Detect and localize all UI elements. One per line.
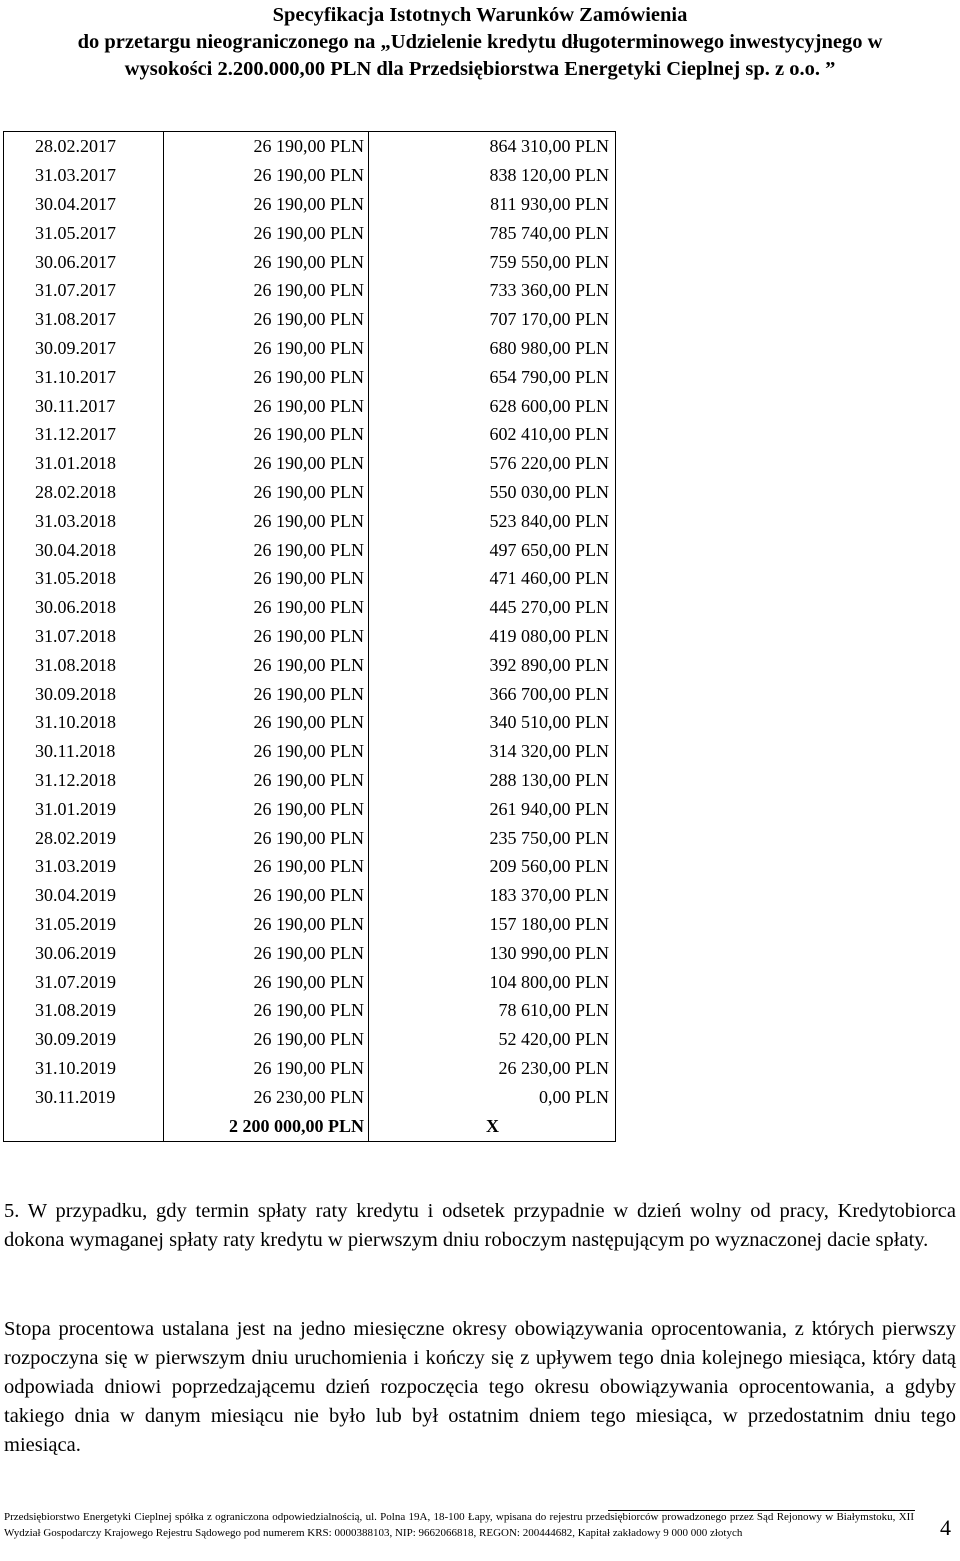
payment-date-cell [4,305,164,334]
remaining-balance-cell: 157 180,00 PLN [369,910,616,939]
table-row [4,967,616,996]
installment-amount-cell: 26 190,00 PLN [164,506,369,535]
payment-date-text: 31.01.2019 [35,798,116,819]
payment-date-text: 31.07.2019 [35,971,116,992]
remaining-balance-cell: 785 740,00 PLN [369,218,616,247]
table-row [4,823,616,852]
installment-amount-cell: 26 190,00 PLN [164,766,369,795]
table-row [4,1082,616,1111]
payment-date-cell [4,622,164,651]
remaining-balance-cell: 654 790,00 PLN [369,362,616,391]
footer-text: Przedsiębiorstwo Energetyki Cieplnej spółka z ograniczona odpowiedzialnością, ul. Polna 19A, 18-100 Łapy, wpisana do rejestru przedsiębiorców prowadzonego przez Sąd Rejonowy w Białymstoku, XII Wydział Gospodarczy Krajowego Rejestru Sądowego pod numerem KRS: 0000388103, NIP: 9662066818, REGON: 200444682, Kapitał zakładowy 9 000 000 złotych [4,1511,914,1539]
remaining-balance-cell: 471 460,00 PLN [369,564,616,593]
payment-date-text: 30.06.2018 [35,597,116,618]
payment-date-cell [4,132,164,161]
payment-date-text: 31.07.2017 [35,280,116,301]
table-row [4,334,616,363]
installment-amount-cell: 26 190,00 PLN [164,218,369,247]
installment-amount-cell: 26 190,00 PLN [164,852,369,881]
table-row [4,679,616,708]
payment-date-cell [4,737,164,766]
table-row [4,910,616,939]
installment-amount-cell: 26 190,00 PLN [164,679,369,708]
payment-date-cell [4,996,164,1025]
payment-date-cell [4,535,164,564]
remaining-balance-cell: 602 410,00 PLN [369,420,616,449]
payment-date-cell [4,708,164,737]
installment-amount-cell: 26 230,00 PLN [164,1082,369,1111]
remaining-balance-cell: 576 220,00 PLN [369,449,616,478]
installment-amount-cell: 26 190,00 PLN [164,564,369,593]
payment-date-cell [4,593,164,622]
remaining-balance-cell: 707 170,00 PLN [369,305,616,334]
table-row [4,247,616,276]
installment-amount-cell: 26 190,00 PLN [164,391,369,420]
payment-date-text: 31.03.2018 [35,510,116,531]
remaining-balance-cell: 314 320,00 PLN [369,737,616,766]
payment-date-cell [4,391,164,420]
payment-date-cell [4,766,164,795]
installment-amount-cell: 26 190,00 PLN [164,161,369,190]
installment-amount-cell: 26 190,00 PLN [164,190,369,219]
table-row [4,852,616,881]
table-row [4,881,616,910]
table-row [4,737,616,766]
installment-amount-cell: 26 190,00 PLN [164,938,369,967]
installment-amount-cell: 26 190,00 PLN [164,362,369,391]
table-row [4,535,616,564]
remaining-balance-cell: 340 510,00 PLN [369,708,616,737]
remaining-balance-cell: 130 990,00 PLN [369,938,616,967]
remaining-balance-cell: 392 890,00 PLN [369,650,616,679]
payment-date-text: 28.02.2018 [35,481,116,502]
payment-date-cell [4,679,164,708]
installment-amount-cell: 26 190,00 PLN [164,478,369,507]
remaining-balance-cell: 261 940,00 PLN [369,794,616,823]
installment-amount-cell: 26 190,00 PLN [164,881,369,910]
remaining-balance-cell: 680 980,00 PLN [369,334,616,363]
document-header [0,2,960,83]
table-row [4,938,616,967]
table-row [4,190,616,219]
payment-date-text: 28.02.2019 [35,827,116,848]
payment-date-text: 30.06.2017 [35,251,116,272]
installment-amount-cell: 26 190,00 PLN [164,276,369,305]
remaining-balance-cell: 26 230,00 PLN [369,1054,616,1083]
installment-amount-cell: 26 190,00 PLN [164,334,369,363]
payment-date-cell [4,967,164,996]
payment-date-text: 31.10.2017 [35,366,116,387]
payment-date-cell [4,190,164,219]
remaining-balance-cell: 235 750,00 PLN [369,823,616,852]
payment-date-cell [4,247,164,276]
payment-date-cell [4,478,164,507]
table-row [4,766,616,795]
table-row [4,506,616,535]
remaining-balance-cell: 445 270,00 PLN [369,593,616,622]
header-subtitle-line2: wysokości 2.200.000,00 PLN dla Przedsiębiorstwa Energetyki Cieplnej sp. z o.o. ” [124,58,836,80]
payment-date-text: 30.11.2019 [35,1086,116,1107]
table-row [4,420,616,449]
table-row [4,622,616,651]
installment-amount-cell: 26 190,00 PLN [164,449,369,478]
table-row [4,650,616,679]
remaining-balance-cell: 183 370,00 PLN [369,881,616,910]
table-row [4,996,616,1025]
table-row [4,132,616,161]
payment-date-text: 30.09.2018 [35,683,116,704]
table-row [4,708,616,737]
repayment-schedule-table [3,131,616,1142]
remaining-balance-cell: 733 360,00 PLN [369,276,616,305]
payment-date-text: 30.11.2018 [35,741,116,762]
total-row [4,1111,616,1142]
payment-date-cell [4,334,164,363]
installment-amount-cell: 26 190,00 PLN [164,622,369,651]
payment-date-cell [4,823,164,852]
remaining-balance-cell: 864 310,00 PLN [369,132,616,161]
payment-date-cell [4,420,164,449]
table-row [4,391,616,420]
payment-date-cell [4,218,164,247]
installment-amount-cell: 26 190,00 PLN [164,593,369,622]
payment-date-text: 30.04.2017 [35,193,116,214]
payment-date-cell [4,506,164,535]
remaining-balance-cell: 104 800,00 PLN [369,967,616,996]
remaining-balance-cell: 78 610,00 PLN [369,996,616,1025]
payment-date-cell [4,1082,164,1111]
table-row [4,794,616,823]
installment-amount-cell: 26 190,00 PLN [164,996,369,1025]
remaining-balance-cell: 759 550,00 PLN [369,247,616,276]
remaining-balance-cell: 52 420,00 PLN [369,1025,616,1054]
remaining-balance-cell: 209 560,00 PLN [369,852,616,881]
remaining-balance-cell: 419 080,00 PLN [369,622,616,651]
installment-amount-cell: 26 190,00 PLN [164,708,369,737]
payment-date-text: 31.05.2019 [35,913,116,934]
installment-amount-cell: 26 190,00 PLN [164,823,369,852]
installment-amount-cell: 26 190,00 PLN [164,420,369,449]
payment-date-cell [4,449,164,478]
installment-amount-cell: 26 190,00 PLN [164,1025,369,1054]
table-row [4,564,616,593]
remaining-balance-cell: 497 650,00 PLN [369,535,616,564]
paragraph-5-text: 5. W przypadku, gdy termin spłaty raty kredytu i odsetek przypadnie w dzień wolny od pracy, Kredytobiorca dokona wymaganej spłaty raty kredytu w pierwszym dniu roboczym następującym po wyznaczonej dacie spłaty. [4,1200,956,1251]
table-row [4,305,616,334]
table-row [4,478,616,507]
payment-date-text: 30.04.2019 [35,885,116,906]
interest-rate-paragraph-text: Stopa procentowa ustalana jest na jedno miesięczne okresy obowiązywania oprocentowania, z których pierwszy rozpoczyna się w pierwszym dniu uruchomienia i kończy się z upływem tego dnia kolejnego miesiąca, który datą odpowiada dniowi poprzedzającemu dzień rozpoczęcia tego okresu obowiązywania oprocentowania, a gdyby takiego dnia w danym miesiącu nie było lub był ostatnim dniem tego miesiąca, w przedostatnim dniu tego miesiąca. [4,1318,956,1456]
installment-amount-cell: 26 190,00 PLN [164,910,369,939]
installment-amount-cell: 26 190,00 PLN [164,967,369,996]
payment-date-text: 31.08.2017 [35,309,116,330]
payment-date-text: 30.09.2017 [35,337,116,358]
payment-date-cell [4,564,164,593]
installment-amount-cell: 26 190,00 PLN [164,132,369,161]
payment-date-text: 31.05.2017 [35,222,116,243]
installment-amount-cell: 26 190,00 PLN [164,247,369,276]
payment-date-cell [4,276,164,305]
payment-date-cell [4,938,164,967]
payment-date-cell [4,852,164,881]
installment-amount-cell: 26 190,00 PLN [164,305,369,334]
total-balance-cell: X [369,1111,616,1142]
payment-date-text: 31.08.2019 [35,1000,116,1021]
table-row [4,161,616,190]
payment-date-cell [4,794,164,823]
installment-amount-cell: 26 190,00 PLN [164,794,369,823]
payment-date-text: 31.08.2018 [35,654,116,675]
remaining-balance-cell: 366 700,00 PLN [369,679,616,708]
interest-rate-paragraph [4,1315,956,1460]
payment-date-cell [4,910,164,939]
payment-date-text: 28.02.2017 [35,136,116,157]
header-title: Specyfikacja Istotnych Warunków Zamówienia [272,4,688,26]
payment-date-cell [4,1054,164,1083]
payment-date-cell [4,161,164,190]
page-number: 4 [940,1515,951,1540]
installment-amount-cell: 26 190,00 PLN [164,535,369,564]
payment-date-cell [4,881,164,910]
remaining-balance-cell: 523 840,00 PLN [369,506,616,535]
installment-amount-cell: 26 190,00 PLN [164,1054,369,1083]
total-label-cell [4,1111,164,1142]
table-row [4,218,616,247]
payment-date-text: 30.04.2018 [35,539,116,560]
table-row [4,1054,616,1083]
payment-date-text: 31.12.2017 [35,424,116,445]
payment-date-cell [4,362,164,391]
table-row [4,276,616,305]
header-subtitle-line1: do przetargu nieograniczonego na „Udzielenie kredytu długoterminowego inwestycyjnego w [77,31,883,53]
remaining-balance-cell: 811 930,00 PLN [369,190,616,219]
table-row [4,449,616,478]
paragraph-5 [4,1197,956,1255]
payment-date-cell [4,650,164,679]
payment-date-text: 31.03.2017 [35,165,116,186]
payment-date-text: 31.12.2018 [35,769,116,790]
payment-date-text: 31.10.2019 [35,1057,116,1078]
payment-date-text: 31.01.2018 [35,453,116,474]
payment-date-text: 31.10.2018 [35,712,116,733]
remaining-balance-cell: 628 600,00 PLN [369,391,616,420]
installment-amount-cell: 26 190,00 PLN [164,737,369,766]
payment-date-text: 31.05.2018 [35,568,116,589]
payment-date-text: 30.09.2019 [35,1029,116,1050]
remaining-balance-cell: 838 120,00 PLN [369,161,616,190]
installment-amount-cell: 26 190,00 PLN [164,650,369,679]
table-row [4,1025,616,1054]
payment-date-text: 31.03.2019 [35,856,116,877]
table-row [4,593,616,622]
remaining-balance-cell: 550 030,00 PLN [369,478,616,507]
remaining-balance-cell: 288 130,00 PLN [369,766,616,795]
payment-date-text: 30.06.2019 [35,942,116,963]
payment-date-text: 31.07.2018 [35,625,116,646]
payment-date-cell [4,1025,164,1054]
table-row [4,362,616,391]
remaining-balance-cell: 0,00 PLN [369,1082,616,1111]
total-amount-cell: 2 200 000,00 PLN [164,1111,369,1142]
payment-date-text: 30.11.2017 [35,395,116,416]
